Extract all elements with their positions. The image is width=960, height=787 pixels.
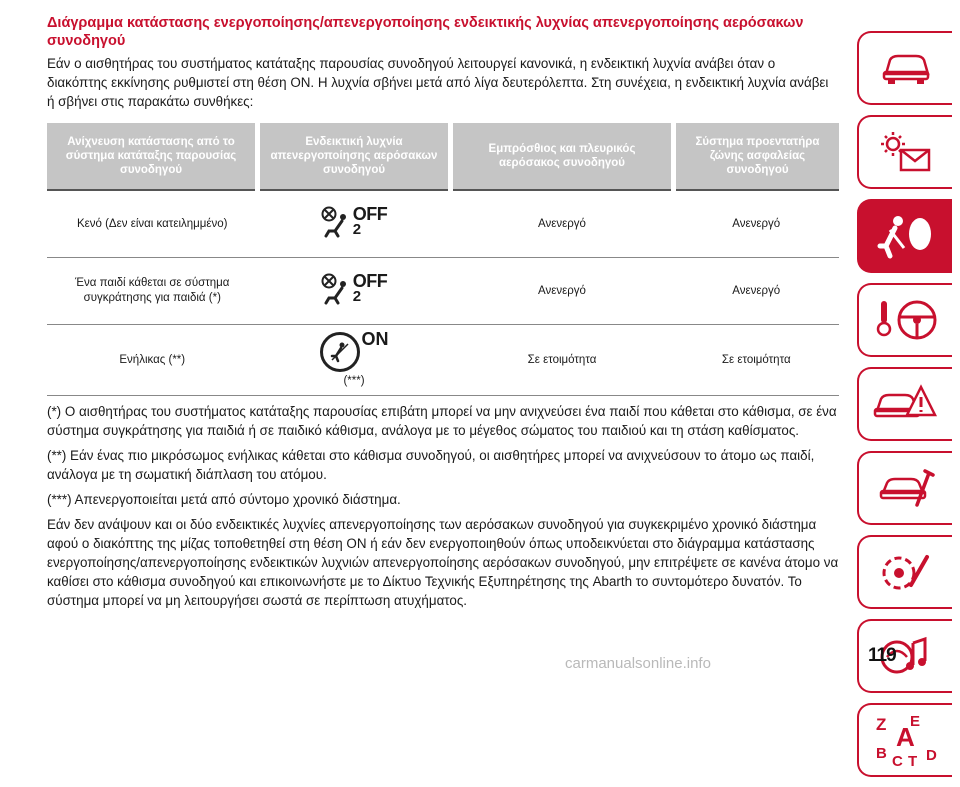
svg-text:T: T: [907, 753, 917, 768]
indicator-off-label: OFF: [352, 204, 388, 224]
svg-text:C: C: [891, 753, 903, 768]
tab-starting[interactable]: [857, 283, 952, 357]
svg-text:Z: Z: [875, 715, 886, 734]
indicator-lamp: [320, 328, 389, 372]
closing-paragraph: Εάν δεν ανάψουν και οι δύο ενδεικτικές λυχνίες απενεργοποίησης των αερόσακων συνοδηγού για συγκεκριμένο χρονικό διάστημα αφού ο διακόπτης της μίζας τοποθετηθεί στη θέση ON ή εάν δεν ενεργοποιηθούν όπως υποδεικνύεται στο διάγραμμα κατάστασης ενεργοποίησης/απενεργοποίησης ενδεικτικών λυχνιών απενεργοποίησης αερόσακων συνοδηγού, μην επιτρέψετε σε κανένα άτομο να καθίσει στο κάθισμα συνοδηγού και επικοινωνήστε με το Δίκτυο Τεχνικής Εξυπηρέτησης της Abarth το συντομότερο δυνατόν. Το σύστημα μπορεί να μη λειτουργήσει σωστά σε περίπτωση ατυχήματος.: [47, 517, 839, 608]
column-header-state: Ανίχνευση κατάστασης από το σύστημα κατάταξης παρουσίας συνοδηγού: [47, 123, 258, 190]
steering-wheel-icon: [873, 297, 939, 343]
svg-text:D: D: [925, 747, 937, 764]
table-row: [47, 325, 839, 396]
indicator-lamp: [321, 272, 388, 306]
tab-emergency[interactable]: [857, 367, 952, 441]
state-cell: Ενήλικας (**): [47, 325, 258, 396]
airbag-on-icon: [320, 332, 360, 372]
pretensioner-cell: Ανενεργό: [674, 258, 840, 325]
tab-dashboard[interactable]: [857, 115, 952, 189]
specifications-icon: [879, 549, 933, 595]
indicator-on-label: ON: [361, 328, 389, 349]
indicator-number: 2: [352, 221, 362, 238]
front-side-cell: Σε ετοιμότητα: [451, 325, 674, 396]
intro-paragraph: Εάν ο αισθητήρας του συστήματος κατάταξης παρουσίας συνοδηγού λειτουργεί κανονικά, η ενδεικτική λυχνία ανάβει όταν ο διακόπτης εκκίνησης ρυθμιστεί στη θέση ON. Η λυχνία σβήνει μετά από λίγα δευτερόλεπτα. Στη συνέχεια, η ενδεικτική λυχνία ανάβει ή σβήνει στις παρακάτω συνθήκες:: [47, 56, 829, 109]
footnote: (**) Εάν ένας πιο μικρόσωμος ενήλικας κάθεται στο κάθισμα συνοδηγού, οι αισθητήρες μπορεί να ανιχνεύσουν το άτομο ως παιδί, ανάλογα με τη σωματική διάπλαση του ατόμου.: [47, 448, 815, 482]
indicator-cell: [258, 325, 451, 396]
indicator-number: 2: [352, 288, 362, 305]
footnote: (***) Απενεργοποιείται μετά από σύντομο χρονικό διάστημα.: [47, 492, 401, 507]
airbag-seatbelt-icon: [876, 212, 936, 260]
table-row: [47, 190, 839, 258]
column-header-pretensioner: Σύστημα προεντατήρα ζώνης ασφαλείας συνοδηγού: [674, 123, 840, 190]
airbag-off-icon: [321, 205, 351, 239]
svg-text:B: B: [875, 745, 887, 762]
index-icon: [870, 712, 942, 768]
tab-index[interactable]: [857, 703, 952, 777]
page-content: [47, 14, 839, 616]
table-header-row: [47, 123, 839, 190]
front-side-cell: Ανενεργό: [451, 258, 674, 325]
car-icon: [880, 50, 932, 86]
indicator-cell: [258, 258, 451, 325]
front-side-cell: Ανενεργό: [451, 190, 674, 258]
tab-car[interactable]: [857, 31, 952, 105]
chapter-tabs: [857, 31, 952, 787]
tab-maintenance[interactable]: [857, 451, 952, 525]
dashboard-lights-icon: [879, 130, 933, 174]
pretensioner-cell: Ανενεργό: [674, 190, 840, 258]
svg-text:A: A: [895, 722, 915, 752]
maintenance-icon: [877, 465, 935, 511]
indicator-cell: [258, 190, 451, 258]
column-header-front-side: Εμπρόσθιος και πλευρικός αερόσακος συνοδηγού: [451, 123, 674, 190]
indicator-off-label: OFF: [352, 271, 388, 291]
airbag-off-icon: [321, 272, 351, 306]
tab-safety[interactable]: [857, 199, 952, 273]
footnote: (*) Ο αισθητήρας του συστήματος κατάταξης παρουσίας επιβάτη μπορεί να μην ανιχνεύσει ένα παιδί που κάθεται στο κάθισμα, σε ένα σύστημα συγκράτησης για παιδιά ή σε παιδικό κάθισμα, ανάλογα με το μέγεθος σώματος του παιδιού και τη στάση καθίσματος.: [47, 404, 837, 438]
tab-technical-data[interactable]: [857, 535, 952, 609]
status-table: [47, 123, 839, 396]
section-heading: Διάγραμμα κατάστασης ενεργοποίησης/απενεργοποίησης ενδεικτικής λυχνίας απενεργοποίησης αερόσακων συνοδηγού: [47, 15, 804, 49]
column-header-indicator: Ενδεικτική λυχνία απενεργοποίησης αερόσακων συνοδηγού: [258, 123, 451, 190]
pretensioner-cell: Σε ετοιμότητα: [674, 325, 840, 396]
watermark: carmanualsonline.info: [565, 655, 711, 672]
page-number: 119: [868, 645, 896, 666]
svg-text:E: E: [909, 713, 920, 730]
table-row: [47, 258, 839, 325]
state-cell: Ένα παιδί κάθεται σε σύστημα συγκράτησης για παιδιά (*): [47, 258, 258, 325]
indicator-lamp: [321, 205, 388, 239]
state-cell: Κενό (Δεν είναι κατειλημμένο): [47, 190, 258, 258]
car-warning-icon: [873, 381, 939, 427]
indicator-footnote: (***): [343, 374, 365, 387]
